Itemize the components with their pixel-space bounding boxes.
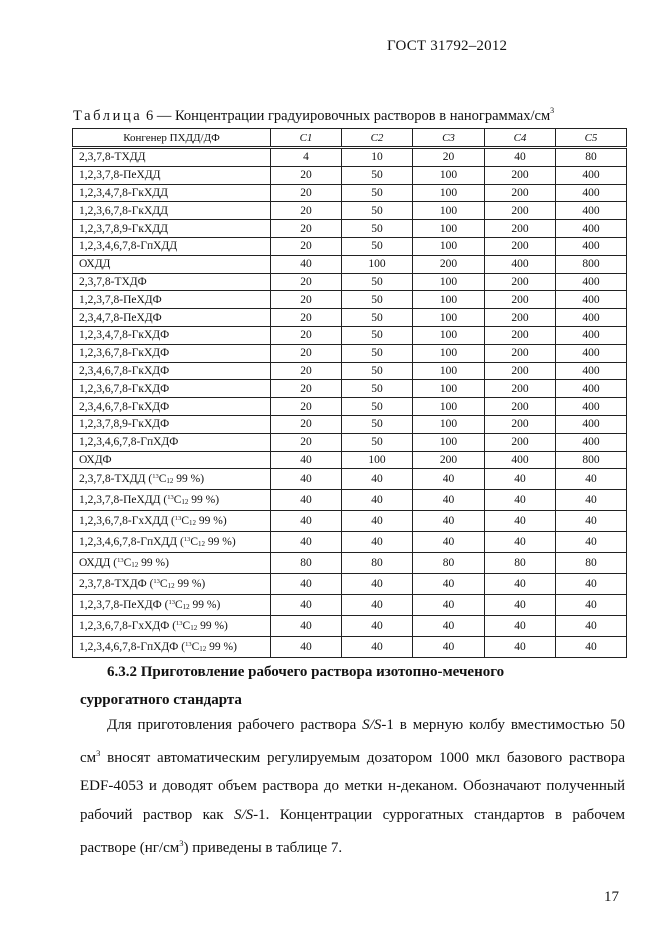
paragraph-italic1: S/S: [362, 717, 382, 733]
concentration-c1-cell: 20: [271, 273, 342, 291]
congener-name-cell: [73, 326, 271, 344]
table-row: [73, 469, 627, 490]
congener-name-cell: [73, 616, 271, 637]
concentration-c1-cell: 20: [271, 398, 342, 416]
concentration-c4-cell: 80: [485, 553, 556, 574]
table-row: [73, 616, 627, 637]
congener-name-cell: [73, 148, 271, 167]
concentration-c2-cell: 100: [342, 255, 413, 273]
concentration-c5-cell: 400: [556, 273, 627, 291]
congener-name-cell: [73, 344, 271, 362]
isotope-mass: 13: [152, 473, 159, 481]
concentration-c5-cell: 400: [556, 202, 627, 220]
table-row: [73, 273, 627, 291]
congener-name: 1,2,3,7,8-ПеХДФ (: [79, 599, 169, 612]
congener-name-cell: [73, 415, 271, 433]
congener-name-cell: [73, 490, 271, 511]
isotope-element: С: [174, 599, 183, 612]
concentration-c1-cell: 20: [271, 166, 342, 184]
section-heading-line2: суррогатного стандарта: [80, 692, 242, 708]
table-row: [73, 595, 627, 616]
concentration-c5-cell: 40: [556, 574, 627, 595]
isotope-count: 12: [167, 582, 175, 591]
concentration-c5-cell: 400: [556, 184, 627, 202]
isotope-count: 12: [182, 603, 190, 612]
concentration-c1-cell: 20: [271, 415, 342, 433]
concentration-c1-cell: 40: [271, 511, 342, 532]
congener-name-cell: [73, 309, 271, 327]
table-row: [73, 148, 627, 167]
concentration-c1-cell: 20: [271, 184, 342, 202]
congener-name-cell: [73, 511, 271, 532]
concentration-c1-cell: 20: [271, 309, 342, 327]
concentration-c2-cell: 50: [342, 184, 413, 202]
congener-name: ОХДД (: [79, 557, 118, 570]
isotope-element: С: [158, 473, 167, 486]
concentration-c5-cell: 400: [556, 220, 627, 238]
column-header-c5: С5: [556, 129, 627, 148]
isotope-element: С: [123, 557, 132, 570]
table-row: [73, 398, 627, 416]
concentration-c4-cell: 200: [485, 380, 556, 398]
concentration-c1-cell: 20: [271, 220, 342, 238]
table-row: [73, 326, 627, 344]
concentration-c2-cell: 50: [342, 326, 413, 344]
congener-name-cell: [73, 595, 271, 616]
concentration-c4-cell: 40: [485, 532, 556, 553]
congener-name-cell: [73, 237, 271, 255]
isotope-purity: 99 %): [205, 536, 236, 549]
concentration-c1-cell: 40: [271, 637, 342, 658]
document-header: ГОСТ 31792–2012: [387, 38, 508, 54]
concentration-c2-cell: 40: [342, 469, 413, 490]
congener-name-cell: [73, 291, 271, 309]
congener-name: 2,3,4,7,8-ПеХДФ: [79, 311, 162, 324]
concentration-c3-cell: 100: [413, 398, 485, 416]
concentration-c2-cell: 10: [342, 148, 413, 167]
concentration-c2-cell: 50: [342, 362, 413, 380]
table-row: [73, 362, 627, 380]
concentration-c1-cell: 20: [271, 362, 342, 380]
concentration-c1-cell: 40: [271, 616, 342, 637]
congener-name-cell: [73, 532, 271, 553]
congener-name: 2,3,4,6,7,8-ГкХДФ: [79, 400, 170, 413]
isotope-mass: 13: [167, 494, 174, 502]
concentration-c5-cell: 400: [556, 380, 627, 398]
concentration-c4-cell: 40: [485, 574, 556, 595]
concentration-c1-cell: 40: [271, 532, 342, 553]
isotope-mass: 13: [168, 599, 175, 607]
concentration-c4-cell: 200: [485, 398, 556, 416]
isotope-element: С: [159, 578, 168, 591]
concentration-c5-cell: 40: [556, 469, 627, 490]
table-row: [73, 380, 627, 398]
concentration-c1-cell: 20: [271, 202, 342, 220]
isotope-element: С: [190, 536, 199, 549]
isotope-count: 12: [181, 498, 189, 507]
concentration-c3-cell: 100: [413, 362, 485, 380]
concentration-c1-cell: 20: [271, 326, 342, 344]
congener-name: 2,3,7,8-ТХДФ (: [79, 578, 154, 591]
concentration-c4-cell: 200: [485, 237, 556, 255]
concentration-c4-cell: 40: [485, 511, 556, 532]
congener-name: 1,2,3,7,8,9-ГкХДФ: [79, 418, 170, 431]
caption-label: Таблица: [73, 108, 143, 124]
concentration-c5-cell: 80: [556, 553, 627, 574]
paragraph-part3: вносят автоматическим регулируемым дозатором 1000 мкл базового раствора EDF-4053 и доводят объем раствора до метки н-деканом. Обозначают полученный рабочий раствор как: [80, 750, 625, 823]
table-row: [73, 309, 627, 327]
isotope-element: С: [191, 641, 200, 654]
concentration-c5-cell: 40: [556, 616, 627, 637]
congener-name: ОХДФ: [79, 453, 112, 466]
table-row: [73, 451, 627, 469]
table-row: [73, 255, 627, 273]
isotope-mass: 13: [183, 536, 191, 544]
table-header-row: [73, 129, 627, 148]
concentration-c2-cell: 50: [342, 433, 413, 451]
column-header-c1: С1: [271, 129, 342, 148]
concentration-c3-cell: 40: [413, 469, 485, 490]
congener-name: 1,2,3,6,7,8-ГкХДФ: [79, 382, 170, 395]
isotope-purity: 99 %): [195, 515, 227, 528]
concentration-c4-cell: 200: [485, 326, 556, 344]
isotope-purity: 99 %): [138, 557, 169, 570]
concentration-c5-cell: 800: [556, 451, 627, 469]
table-row: [73, 490, 627, 511]
concentration-c4-cell: 200: [485, 220, 556, 238]
congener-name: ОХДД: [79, 258, 111, 271]
table-row: [73, 637, 627, 658]
concentration-c2-cell: 50: [342, 166, 413, 184]
congener-name: 1,2,3,6,7,8-ГхХДД (: [79, 515, 175, 528]
concentration-c3-cell: 100: [413, 273, 485, 291]
concentration-c5-cell: 40: [556, 490, 627, 511]
concentration-c4-cell: 200: [485, 362, 556, 380]
congener-name: 1,2,3,7,8-ПеХДД: [79, 169, 161, 182]
concentration-c4-cell: 200: [485, 166, 556, 184]
congener-name-cell: [73, 380, 271, 398]
congener-name-cell: [73, 184, 271, 202]
concentration-c3-cell: 40: [413, 532, 485, 553]
congener-name: 1,2,3,4,6,7,8-ГпХДФ (: [79, 641, 186, 654]
concentration-c4-cell: 200: [485, 202, 556, 220]
concentration-c2-cell: 40: [342, 511, 413, 532]
concentration-c3-cell: 40: [413, 511, 485, 532]
isotope-purity: 99 %): [206, 641, 237, 654]
concentration-c3-cell: 100: [413, 433, 485, 451]
congener-name: 1,2,3,4,7,8-ГкХДД: [79, 186, 168, 199]
table-row: [73, 553, 627, 574]
concentration-c3-cell: 200: [413, 255, 485, 273]
concentration-c1-cell: 20: [271, 380, 342, 398]
isotope-count: 12: [166, 477, 174, 486]
congener-name-cell: [73, 220, 271, 238]
congener-name: 1,2,3,7,8-ПеХДФ: [79, 293, 162, 306]
isotope-mass: 13: [176, 620, 183, 628]
concentration-c3-cell: 100: [413, 184, 485, 202]
concentration-c3-cell: 40: [413, 637, 485, 658]
concentration-c4-cell: 40: [485, 616, 556, 637]
concentration-c2-cell: 50: [342, 380, 413, 398]
table-row: [73, 511, 627, 532]
congener-name-cell: [73, 637, 271, 658]
concentration-c3-cell: 100: [413, 344, 485, 362]
concentration-c5-cell: 400: [556, 433, 627, 451]
concentration-c1-cell: 80: [271, 553, 342, 574]
concentration-c5-cell: 40: [556, 511, 627, 532]
concentration-c5-cell: 40: [556, 595, 627, 616]
concentration-c1-cell: 20: [271, 344, 342, 362]
paragraph-italic2: S/S: [233, 806, 254, 823]
concentration-c3-cell: 40: [413, 490, 485, 511]
isotope-count: 12: [199, 645, 207, 654]
congener-name: 2,3,7,8-ТХДД: [79, 151, 146, 164]
concentration-c4-cell: 40: [485, 148, 556, 167]
concentration-c2-cell: 50: [342, 309, 413, 327]
concentration-c3-cell: 100: [413, 309, 485, 327]
paragraph-sup1: 3: [96, 748, 101, 759]
concentration-c5-cell: 400: [556, 415, 627, 433]
concentration-c4-cell: 200: [485, 184, 556, 202]
table-row: [73, 344, 627, 362]
column-header-c2: С2: [342, 129, 413, 148]
caption-number: 6: [145, 108, 154, 124]
concentration-c1-cell: 40: [271, 451, 342, 469]
concentration-c4-cell: 200: [485, 433, 556, 451]
concentration-c5-cell: 400: [556, 326, 627, 344]
concentration-c3-cell: 40: [413, 616, 485, 637]
concentration-c3-cell: 100: [413, 291, 485, 309]
concentration-c3-cell: 100: [413, 220, 485, 238]
isotope-count: 12: [198, 540, 206, 549]
congener-name: 1,2,3,6,7,8-ГкХДД: [79, 204, 168, 217]
congener-name: 2,3,4,6,7,8-ГкХДФ: [79, 364, 170, 377]
concentration-c5-cell: 40: [556, 637, 627, 658]
isotope-purity: 99 %): [189, 599, 221, 612]
congener-name: 1,2,3,6,7,8-ГкХДФ: [79, 347, 170, 360]
concentration-c4-cell: 40: [485, 469, 556, 490]
congener-name-cell: [73, 451, 271, 469]
concentration-c5-cell: 80: [556, 148, 627, 167]
isotope-element: С: [181, 515, 189, 528]
concentration-c4-cell: 40: [485, 490, 556, 511]
congener-name: 1,2,3,7,8-ПеХДД (: [79, 494, 168, 507]
concentration-c4-cell: 200: [485, 344, 556, 362]
isotope-purity: 99 %): [173, 473, 205, 486]
concentration-c5-cell: 40: [556, 532, 627, 553]
table-row: [73, 433, 627, 451]
congener-name-cell: [73, 574, 271, 595]
paragraph-sup2: 3: [179, 837, 184, 848]
concentration-c4-cell: 200: [485, 415, 556, 433]
caption-sup: 3: [550, 106, 555, 115]
isotope-element: С: [182, 620, 191, 633]
concentration-c3-cell: 100: [413, 166, 485, 184]
table-caption: [73, 106, 633, 125]
isotope-count: 12: [188, 519, 196, 528]
paragraph-part1: Для приготовления рабочего раствора: [107, 717, 363, 733]
congener-name-cell: [73, 553, 271, 574]
concentration-c2-cell: 50: [342, 398, 413, 416]
isotope-purity: 99 %): [188, 494, 220, 507]
concentration-c1-cell: 40: [271, 255, 342, 273]
concentration-table: [72, 128, 627, 658]
isotope-count: 12: [131, 561, 139, 570]
concentration-c3-cell: 200: [413, 451, 485, 469]
concentration-c2-cell: 40: [342, 616, 413, 637]
table-row: [73, 532, 627, 553]
paragraph-part4: -1. Концентрации суррогатных стандартов в рабочем растворе (нг/см: [80, 806, 625, 856]
concentration-c3-cell: 20: [413, 148, 485, 167]
concentration-c4-cell: 200: [485, 309, 556, 327]
concentration-c2-cell: 40: [342, 490, 413, 511]
concentration-c5-cell: 400: [556, 398, 627, 416]
table-row: [73, 202, 627, 220]
table-row: [73, 184, 627, 202]
concentration-c2-cell: 50: [342, 291, 413, 309]
concentration-c2-cell: 40: [342, 532, 413, 553]
congener-name-cell: [73, 362, 271, 380]
concentration-c2-cell: 50: [342, 237, 413, 255]
congener-name: 1,2,3,4,6,7,8-ГпХДД (: [79, 536, 184, 549]
concentration-c3-cell: 40: [413, 574, 485, 595]
table-row: [73, 237, 627, 255]
concentration-c1-cell: 20: [271, 237, 342, 255]
concentration-c5-cell: 400: [556, 362, 627, 380]
concentration-c1-cell: 40: [271, 469, 342, 490]
congener-name-cell: [73, 255, 271, 273]
isotope-purity: 99 %): [174, 578, 206, 591]
concentration-c3-cell: 40: [413, 595, 485, 616]
table-row: [73, 220, 627, 238]
concentration-c1-cell: 4: [271, 148, 342, 167]
page-number: 17: [604, 889, 619, 905]
concentration-c2-cell: 80: [342, 553, 413, 574]
isotope-mass: 13: [185, 641, 192, 649]
congener-name: 1,2,3,4,6,7,8-ГпХДД: [79, 240, 178, 253]
table-row: [73, 166, 627, 184]
isotope-mass: 13: [174, 515, 182, 523]
concentration-c2-cell: 50: [342, 220, 413, 238]
congener-name: 1,2,3,4,7,8-ГкХДФ: [79, 329, 170, 342]
concentration-c2-cell: 50: [342, 202, 413, 220]
paragraph-part5: ) приведены в таблице 7.: [183, 839, 343, 856]
concentration-c4-cell: 400: [485, 451, 556, 469]
concentration-c3-cell: 100: [413, 202, 485, 220]
column-header-congener: Конгенер ПХДД/ДФ: [73, 129, 271, 148]
isotope-purity: 99 %): [197, 620, 228, 633]
table-body: [73, 148, 627, 658]
congener-name-cell: [73, 166, 271, 184]
congener-name: 1,2,3,7,8,9-ГкХДД: [79, 222, 168, 235]
concentration-c5-cell: 400: [556, 344, 627, 362]
table-row: [73, 291, 627, 309]
concentration-c2-cell: 50: [342, 415, 413, 433]
concentration-c3-cell: 100: [413, 380, 485, 398]
concentration-c3-cell: 80: [413, 553, 485, 574]
section-paragraph: [80, 711, 625, 862]
concentration-c4-cell: 40: [485, 637, 556, 658]
concentration-c2-cell: 40: [342, 595, 413, 616]
column-header-c4: С4: [485, 129, 556, 148]
concentration-c4-cell: 200: [485, 273, 556, 291]
concentration-c5-cell: 400: [556, 309, 627, 327]
isotope-count: 12: [190, 624, 198, 633]
isotope-mass: 13: [153, 578, 160, 586]
isotope-element: С: [173, 494, 182, 507]
concentration-c3-cell: 100: [413, 237, 485, 255]
concentration-c5-cell: 400: [556, 237, 627, 255]
concentration-c4-cell: 40: [485, 595, 556, 616]
section-heading-line1: 6.3.2 Приготовление рабочего раствора изотопно-меченого: [107, 664, 505, 680]
congener-name: 1,2,3,4,6,7,8-ГпХДФ: [79, 436, 179, 449]
concentration-c5-cell: 800: [556, 255, 627, 273]
concentration-c3-cell: 100: [413, 415, 485, 433]
concentration-c1-cell: 20: [271, 291, 342, 309]
concentration-c2-cell: 100: [342, 451, 413, 469]
caption-text: — Концентрации градуировочных растворов в нанограммах/см: [153, 108, 551, 124]
column-header-c3: С3: [413, 129, 485, 148]
congener-name-cell: [73, 469, 271, 490]
concentration-c1-cell: 40: [271, 490, 342, 511]
concentration-c5-cell: 400: [556, 291, 627, 309]
congener-name: 2,3,7,8-ТХДФ: [79, 275, 147, 288]
concentration-c2-cell: 50: [342, 273, 413, 291]
concentration-c2-cell: 40: [342, 637, 413, 658]
concentration-c1-cell: 40: [271, 595, 342, 616]
isotope-mass: 13: [117, 557, 124, 565]
section-heading: [80, 658, 625, 714]
concentration-c2-cell: 50: [342, 344, 413, 362]
congener-name-cell: [73, 273, 271, 291]
concentration-c1-cell: 20: [271, 433, 342, 451]
concentration-c4-cell: 200: [485, 291, 556, 309]
concentration-c3-cell: 100: [413, 326, 485, 344]
table-row: [73, 574, 627, 595]
congener-name: 2,3,7,8-ТХДД (: [79, 473, 153, 486]
concentration-c5-cell: 400: [556, 166, 627, 184]
congener-name-cell: [73, 433, 271, 451]
concentration-c4-cell: 400: [485, 255, 556, 273]
paragraph-part2: -1 в мерную колбу вместимостью 50 см: [80, 717, 625, 767]
congener-name: 1,2,3,6,7,8-ГхХДФ (: [79, 620, 177, 633]
concentration-c2-cell: 40: [342, 574, 413, 595]
congener-name-cell: [73, 398, 271, 416]
congener-name-cell: [73, 202, 271, 220]
concentration-c1-cell: 40: [271, 574, 342, 595]
table-row: [73, 415, 627, 433]
